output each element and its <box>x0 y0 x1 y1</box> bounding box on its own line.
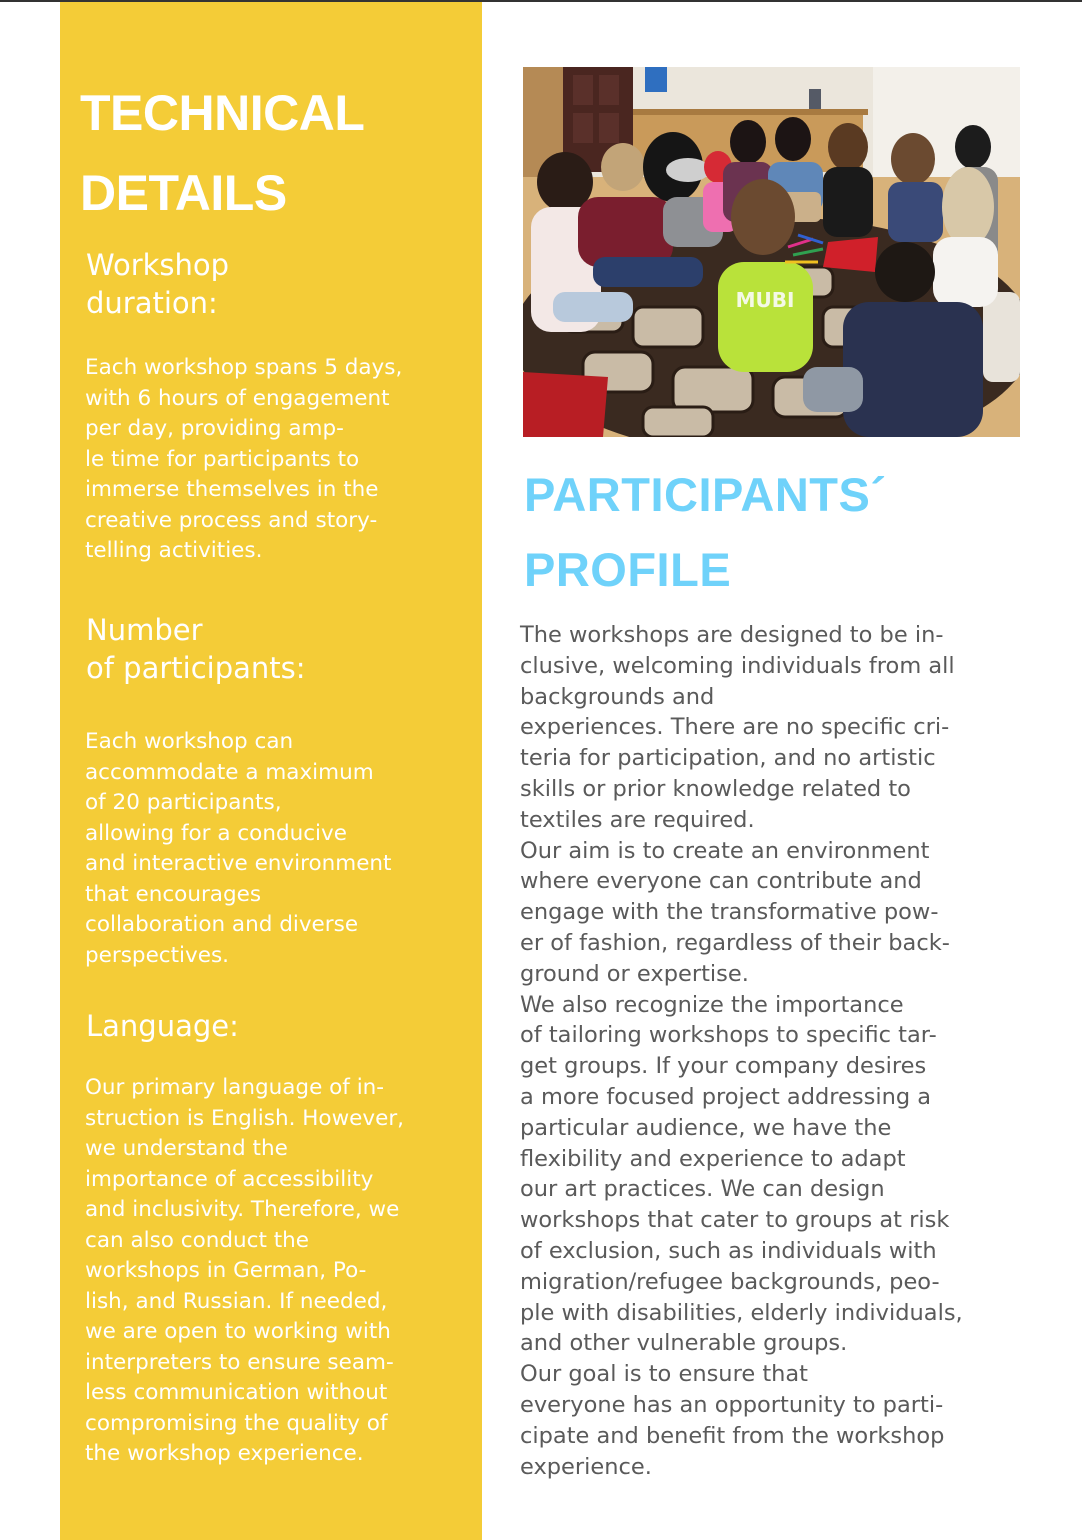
body-line: allowing for a conducive <box>85 820 347 846</box>
participants-heading <box>86 611 306 687</box>
body-line: telling activities. <box>85 538 263 563</box>
body-line: get groups. If your company desires <box>520 1053 927 1080</box>
body-line: our art practices. We can design <box>520 1176 885 1203</box>
body-line: le time for participants to <box>85 446 360 472</box>
technical-title-line-1: TECHNICAL <box>80 85 365 141</box>
language-heading-line: Language: <box>86 1009 239 1043</box>
hoodie-logo-text: MUBI <box>735 288 795 312</box>
body-line: where everyone can contribute and <box>520 868 922 895</box>
body-line: textiles are required. <box>520 806 755 833</box>
body-line: of exclusion, such as individuals with <box>520 1237 937 1264</box>
body-line: we are open to working with <box>85 1319 391 1344</box>
body-line: workshops that cater to groups at risk <box>520 1207 950 1234</box>
body-line: experience. <box>520 1453 652 1480</box>
body-line: we understand the <box>85 1136 288 1161</box>
body-line: Our aim is to create an environment <box>520 837 930 864</box>
body-line: We also recognize the importance <box>520 991 904 1018</box>
body-line: backgrounds and <box>520 683 715 710</box>
body-line: ground or expertise. <box>520 960 749 987</box>
duration-heading-line: Workshop <box>86 248 230 282</box>
body-line: Each workshop spans 5 days, <box>85 355 403 380</box>
body-line: and inclusivity. Therefore, we <box>85 1197 400 1222</box>
body-line: er of fashion, regardless of their back- <box>520 929 950 956</box>
body-line: compromising the quality of <box>85 1410 388 1436</box>
body-line: accommodate a maximum <box>85 759 374 785</box>
body-line: immerse themselves in the <box>85 477 379 502</box>
duration-heading <box>86 246 229 322</box>
body-line: collaboration and diverse <box>85 912 359 937</box>
profile-title-line-1: PARTICIPANTS´ <box>524 468 887 521</box>
body-line: of tailoring workshops to specific tar- <box>520 1022 937 1049</box>
body-line: teria for participation, and no artistic <box>520 745 936 772</box>
body-line: Our primary language of in- <box>85 1075 385 1100</box>
body-line: with 6 hours of engagement <box>85 385 390 411</box>
body-line: ple with disabilities, elderly individuals, <box>520 1299 963 1326</box>
technical-title-line-2: DETAILS <box>80 165 287 221</box>
body-line: and interactive environment <box>85 851 392 876</box>
body-line: can also conduct the <box>85 1227 310 1253</box>
body-line: importance of accessibility <box>85 1166 374 1192</box>
body-line: everyone has an opportunity to parti- <box>520 1391 944 1418</box>
language-body <box>85 1073 475 1470</box>
participants-heading-line: Number <box>86 613 203 647</box>
body-line: workshops in German, Po- <box>85 1258 367 1283</box>
body-line: clusive, welcoming individuals from all <box>520 652 955 679</box>
body-line: Each workshop can <box>85 729 294 754</box>
body-line: the workshop experience. <box>85 1441 364 1466</box>
body-line: perspectives. <box>85 942 230 968</box>
body-line: engage with the transformative pow- <box>520 899 939 926</box>
body-line: particular audience, we have the <box>520 1114 892 1141</box>
workshop-photo <box>523 67 1020 437</box>
body-line: migration/refugee backgrounds, peo- <box>520 1268 940 1295</box>
body-line: skills or prior knowledge related to <box>520 775 911 802</box>
duration-body <box>85 353 475 567</box>
body-line: creative process and story- <box>85 507 378 533</box>
participants-body <box>85 727 475 971</box>
body-line: interpreters to ensure seam- <box>85 1349 394 1375</box>
body-line: that encourages <box>85 881 262 907</box>
body-line: flexibility and experience to adapt <box>520 1145 906 1172</box>
profile-title-line-2: PROFILE <box>524 543 732 596</box>
body-line: The workshops are designed to be in- <box>520 622 944 648</box>
participants-heading-line: of participants: <box>86 651 306 685</box>
body-line: less communication without <box>85 1380 388 1405</box>
body-line: of 20 participants, <box>85 790 282 815</box>
workshop-photo-illustration <box>523 67 1020 437</box>
duration-heading-line: duration: <box>86 286 218 320</box>
profile-body <box>520 620 1040 1482</box>
body-line: struction is English. However, <box>85 1105 405 1131</box>
body-line: per day, providing amp- <box>85 416 344 441</box>
body-line: cipate and benefit from the workshop <box>520 1422 945 1449</box>
body-line: Our goal is to ensure that <box>520 1361 809 1388</box>
language-heading <box>86 1007 239 1045</box>
body-line: experiences. There are no specific cri- <box>520 714 950 741</box>
body-line: and other vulnerable groups. <box>520 1330 848 1357</box>
body-line: lish, and Russian. If needed, <box>85 1288 388 1314</box>
body-line: a more focused project addressing a <box>520 1083 932 1110</box>
